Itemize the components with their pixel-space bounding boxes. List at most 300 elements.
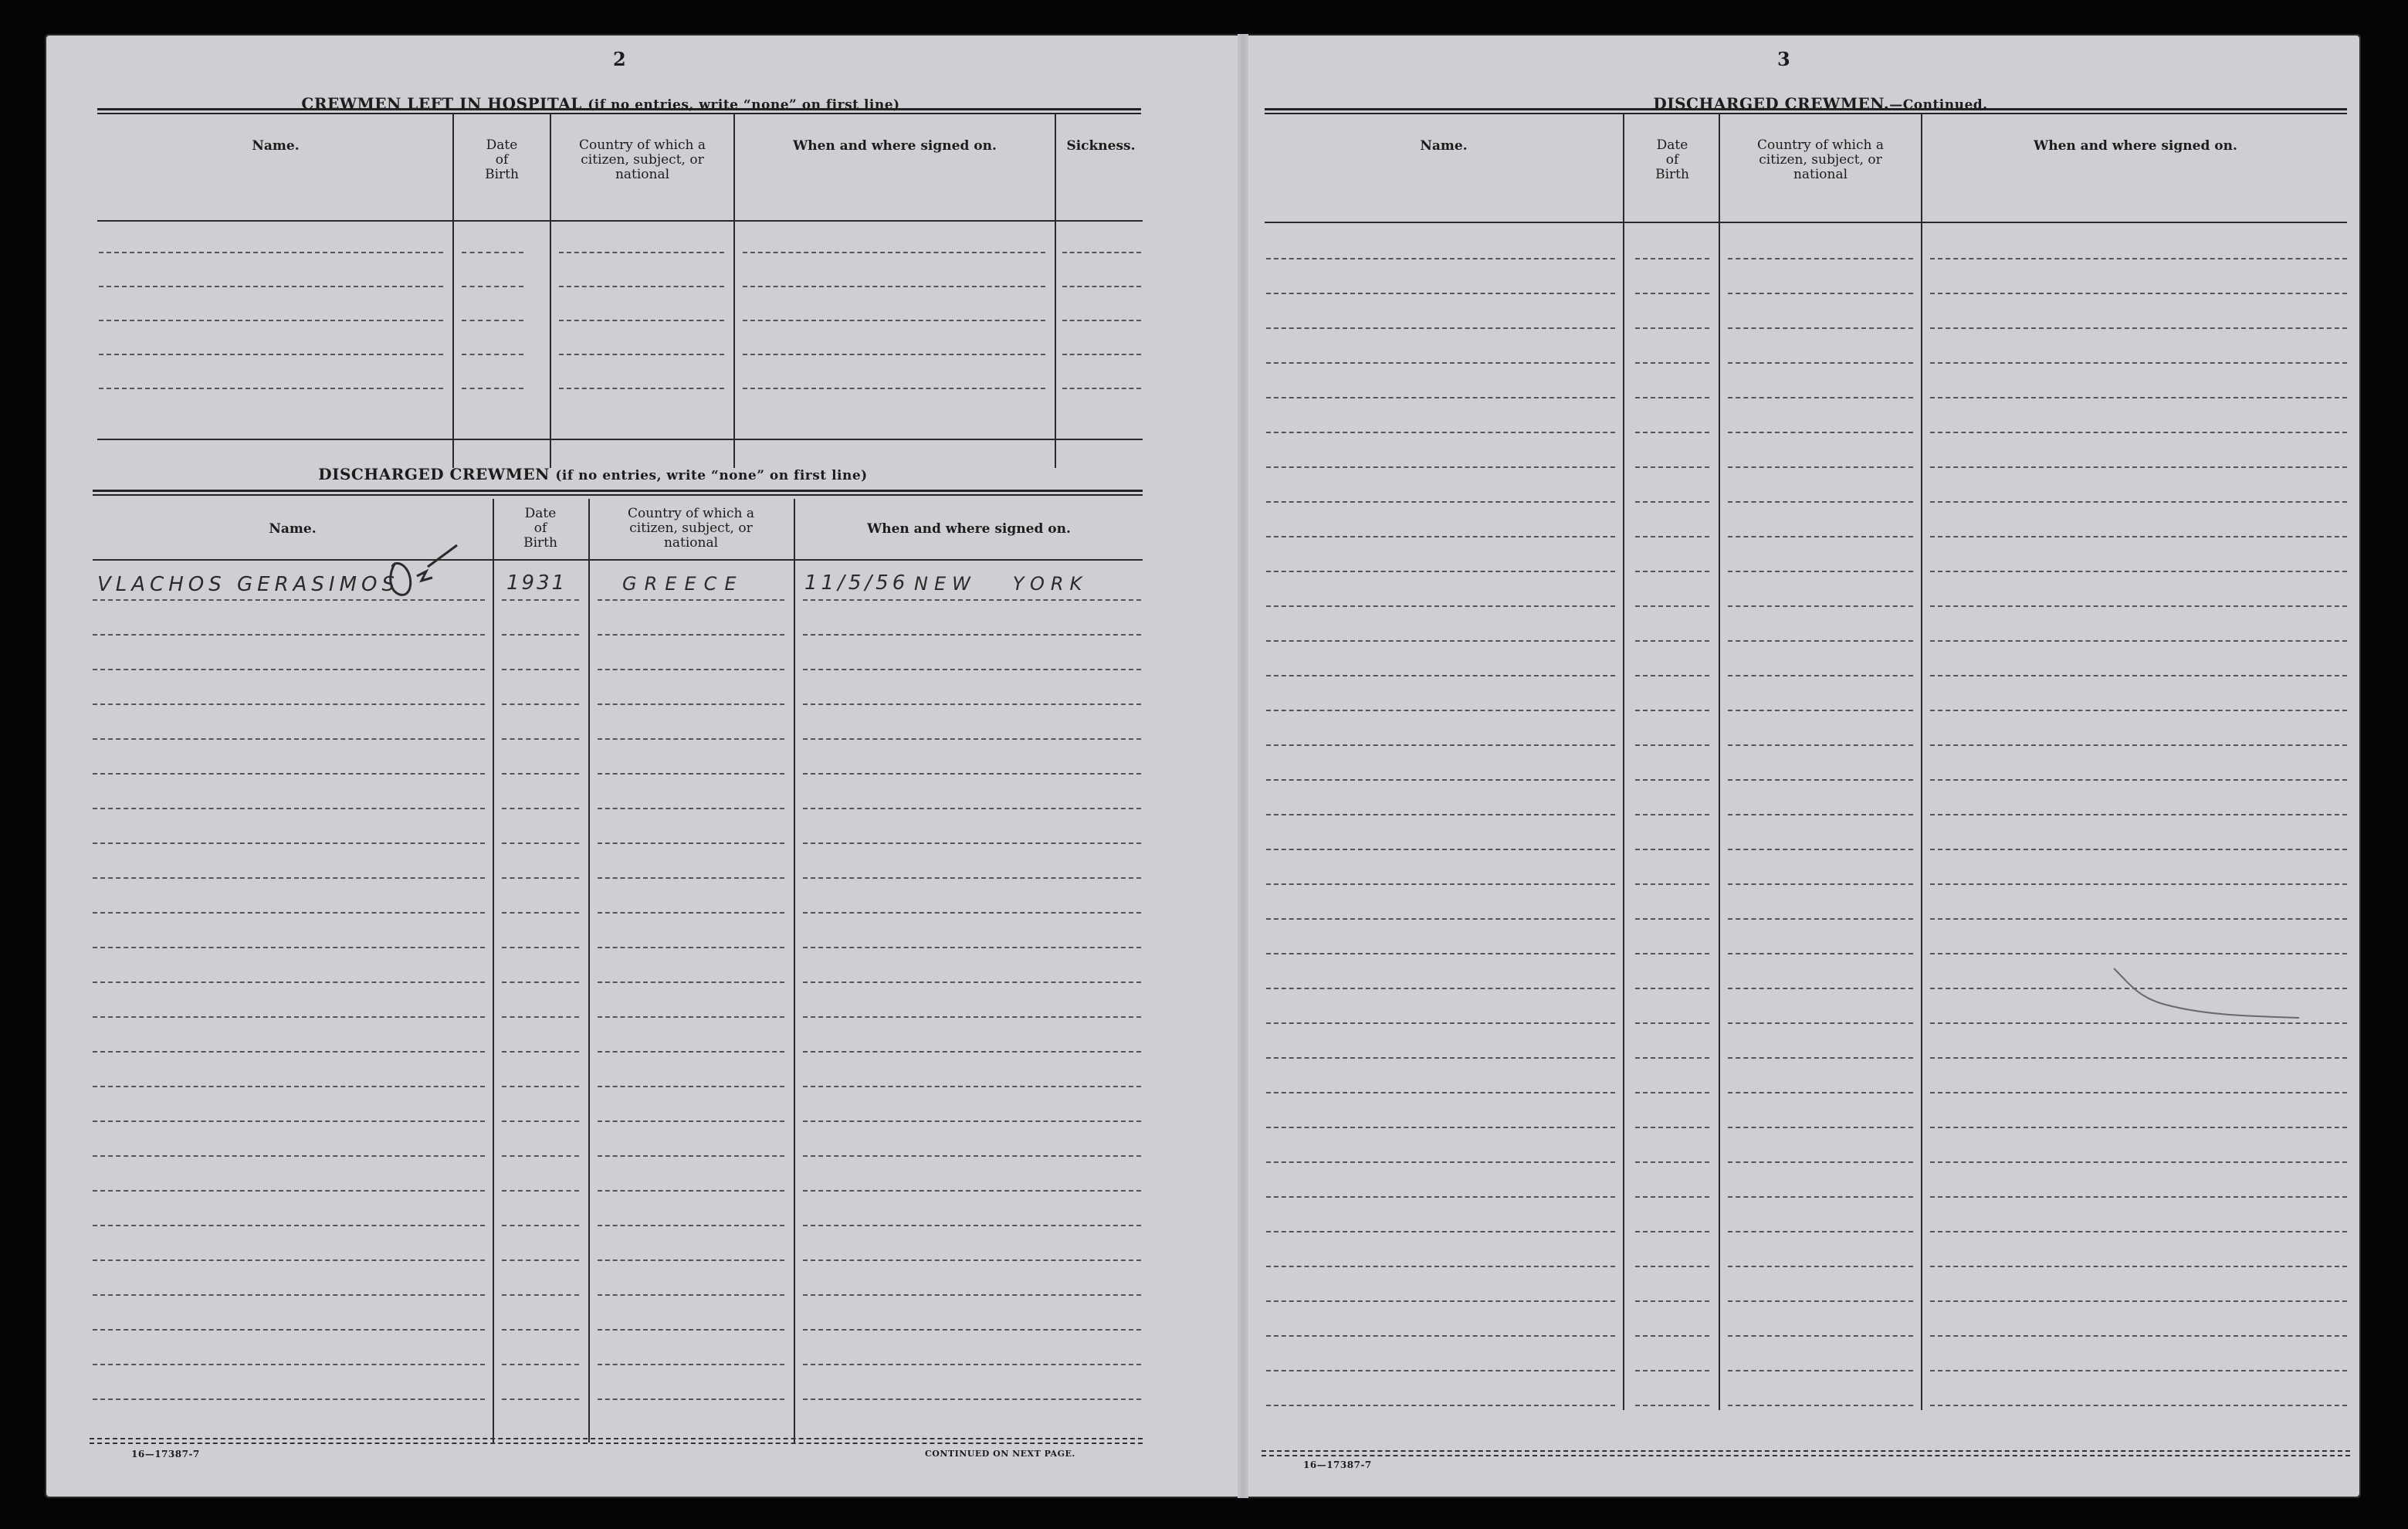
ruled-line (93, 1051, 485, 1053)
ruled-line (803, 1051, 1141, 1053)
right-col-divider (1719, 113, 1720, 1410)
right-section-title: DISCHARGED CREWMEN.—Continued. (1653, 94, 1988, 113)
ruled-line (803, 1398, 1141, 1400)
discharged-col-country: Country of which a citizen, subject, or national (628, 506, 754, 551)
ruled-line (99, 252, 443, 253)
ruled-line (1266, 1161, 1615, 1163)
ruled-line (1728, 1161, 1913, 1163)
ruled-line (803, 1225, 1141, 1226)
ruled-line (1635, 432, 1709, 433)
ruled-line (1728, 571, 1913, 572)
discharged-col-divider (588, 499, 590, 1443)
discharged-top-rule (93, 490, 1143, 496)
ruled-line (1266, 1196, 1615, 1198)
ruled-line (1266, 953, 1615, 954)
entry-signed-on-date: 11/5/56 (804, 571, 909, 595)
ruled-line (1635, 1092, 1709, 1093)
ruled-line (598, 842, 784, 844)
ruled-line (598, 981, 784, 983)
ruled-line (1635, 1405, 1709, 1406)
ruled-line (502, 634, 579, 636)
ruled-line (502, 808, 579, 809)
ruled-line (803, 599, 1141, 601)
ruled-line (1728, 675, 1913, 676)
ruled-line (1728, 744, 1913, 746)
hospital-header-rule (97, 220, 1143, 222)
ruled-line (803, 1329, 1141, 1331)
ruled-line (1266, 849, 1615, 850)
ruled-line (99, 286, 443, 287)
ruled-line (502, 981, 579, 983)
ruled-line (1635, 779, 1709, 781)
ruled-line (1728, 1370, 1913, 1371)
ruled-line (1266, 1092, 1615, 1093)
ruled-line (93, 1225, 485, 1226)
ruled-line (1635, 258, 1709, 259)
ruled-line (1930, 675, 2347, 676)
ruled-line (1635, 918, 1709, 920)
hospital-col-divider (733, 113, 735, 468)
ruled-line (502, 877, 579, 879)
ruled-line (99, 320, 443, 321)
ruled-line (1930, 779, 2347, 781)
ruled-line (1728, 293, 1913, 294)
ruled-line (598, 1398, 784, 1400)
ruled-line (1728, 953, 1913, 954)
ruled-line (1728, 466, 1913, 468)
hospital-col-name: Name. (252, 138, 300, 154)
ruled-line (803, 1155, 1141, 1157)
ruled-line (1728, 710, 1913, 711)
ruled-line (502, 1294, 579, 1296)
ruled-line (1930, 744, 2347, 746)
ruled-line (1635, 397, 1709, 398)
ruled-line (1930, 1092, 2347, 1093)
ruled-line (1266, 432, 1615, 433)
ruled-line (803, 669, 1141, 670)
ruled-line (1635, 883, 1709, 885)
ruled-line (1930, 1057, 2347, 1059)
ruled-line (1266, 1231, 1615, 1232)
ruled-line (559, 354, 724, 355)
ruled-line (93, 1155, 485, 1157)
ruled-line (1930, 1370, 2347, 1371)
ruled-line (803, 947, 1141, 948)
manifest-sheet (45, 34, 2361, 1498)
ruled-line (1266, 1266, 1615, 1267)
ruled-line (1728, 883, 1913, 885)
ruled-line (502, 1051, 579, 1053)
left-form-number: 16—17387-7 (131, 1449, 200, 1460)
ruled-line (93, 1016, 485, 1018)
ruled-line (598, 669, 784, 670)
ruled-line (1266, 814, 1615, 815)
ruled-line (502, 773, 579, 775)
ruled-line (1635, 293, 1709, 294)
ruled-line (1635, 1196, 1709, 1198)
ruled-line (559, 320, 724, 321)
ruled-line (1728, 432, 1913, 433)
ruled-line (1728, 1266, 1913, 1267)
ruled-line (1635, 362, 1709, 364)
ruled-line (1728, 1405, 1913, 1406)
ruled-line (1728, 1196, 1913, 1198)
ruled-line (598, 1051, 784, 1053)
entry-country: GREECE (622, 573, 744, 595)
ruled-line (1930, 293, 2347, 294)
ruled-line (743, 388, 1045, 389)
ruled-line (502, 1120, 579, 1122)
ruled-line (803, 634, 1141, 636)
ruled-line (502, 599, 579, 601)
ruled-line (93, 912, 485, 914)
ruled-line (93, 877, 485, 879)
ruled-line (1930, 1266, 2347, 1267)
ruled-line (803, 808, 1141, 809)
ruled-line (93, 703, 485, 705)
ruled-line (1728, 1335, 1913, 1337)
ruled-line (1728, 1022, 1913, 1024)
ruled-line (1635, 849, 1709, 850)
ruled-line (502, 738, 579, 740)
ruled-line (502, 947, 579, 948)
ruled-line (598, 1225, 784, 1226)
ruled-line (598, 634, 784, 636)
ruled-line (502, 669, 579, 670)
discharged-col-divider (794, 499, 795, 1443)
ruled-line (1635, 571, 1709, 572)
ruled-line (93, 1364, 485, 1365)
hospital-col-signed-on: When and where signed on. (793, 138, 997, 154)
right-header-rule (1265, 222, 2347, 223)
ruled-line (1062, 286, 1141, 287)
right-col-dob: Date of Birth (1655, 137, 1689, 182)
ruled-line (462, 286, 523, 287)
ruled-line (93, 1190, 485, 1192)
ruled-line (1728, 1092, 1913, 1093)
ruled-line (803, 703, 1141, 705)
ruled-line (1728, 1300, 1913, 1302)
ruled-line (1062, 252, 1141, 253)
discharged-bottom-rule (90, 1438, 1143, 1444)
ruled-line (1266, 640, 1615, 642)
ruled-line (1635, 1300, 1709, 1302)
ruled-line (598, 1329, 784, 1331)
ruled-line (1728, 536, 1913, 537)
right-top-rule (1265, 108, 2347, 114)
ruled-line (598, 1364, 784, 1365)
ruled-line (1930, 466, 2347, 468)
discharged-section-title: DISCHARGED CREWMEN (if no entries, write “none” on first line) (318, 465, 868, 483)
right-col-divider (1623, 113, 1624, 1410)
right-col-signed-on: When and where signed on. (2034, 138, 2237, 154)
ruled-line (1266, 1127, 1615, 1128)
discharged-col-divider (493, 499, 494, 1443)
ruled-line (1930, 432, 2347, 433)
ruled-line (93, 1294, 485, 1296)
ruled-line (99, 388, 443, 389)
ruled-line (598, 1190, 784, 1192)
ruled-line (1930, 258, 2347, 259)
ruled-line (93, 773, 485, 775)
ruled-line (1728, 1057, 1913, 1059)
entry-name: VLACHOS GERASIMOS (97, 573, 399, 596)
ruled-line (502, 912, 579, 914)
ruled-line (93, 981, 485, 983)
ruled-line (1728, 988, 1913, 989)
ruled-line (1635, 710, 1709, 711)
ruled-line (1635, 1370, 1709, 1371)
ruled-line (1728, 1231, 1913, 1232)
ruled-line (502, 1225, 579, 1226)
ruled-line (1728, 605, 1913, 607)
ruled-line (502, 842, 579, 844)
ruled-line (1635, 501, 1709, 503)
ruled-line (93, 1329, 485, 1331)
ruled-line (1930, 710, 2347, 711)
hospital-col-divider (1055, 113, 1056, 468)
ruled-line (598, 1259, 784, 1261)
hospital-section-title: CREWMEN LEFT IN HOSPITAL (if no entries, write “none” on first line) (301, 94, 900, 113)
hospital-top-rule (97, 108, 1141, 114)
ruled-line (598, 877, 784, 879)
ruled-line (1728, 1127, 1913, 1128)
ruled-line (1635, 1022, 1709, 1024)
ruled-line (1266, 501, 1615, 503)
ruled-line (1635, 814, 1709, 815)
ruled-line (1635, 536, 1709, 537)
ruled-line (1266, 571, 1615, 572)
ruled-line (462, 354, 523, 355)
ruled-line (1930, 1161, 2347, 1163)
continued-note: CONTINUED ON NEXT PAGE. (925, 1449, 1075, 1459)
ruled-line (598, 1120, 784, 1122)
ruled-line (1930, 1405, 2347, 1406)
ruled-line (598, 1155, 784, 1157)
ruled-line (1728, 814, 1913, 815)
ruled-line (803, 1086, 1141, 1087)
ruled-line (743, 354, 1045, 355)
ruled-line (803, 1364, 1141, 1365)
ruled-line (1930, 953, 2347, 954)
ruled-line (1266, 1300, 1615, 1302)
ruled-line (1635, 1161, 1709, 1163)
ruled-line (1266, 536, 1615, 537)
ruled-line (1635, 1266, 1709, 1267)
ruled-line (93, 738, 485, 740)
ruled-line (502, 703, 579, 705)
ruled-line (598, 1086, 784, 1087)
ruled-line (1930, 1300, 2347, 1302)
ruled-line (1930, 849, 2347, 850)
ruled-line (803, 842, 1141, 844)
ruled-line (1635, 988, 1709, 989)
ruled-line (1728, 397, 1913, 398)
ruled-line (1930, 327, 2347, 329)
ruled-line (1266, 779, 1615, 781)
stray-pen-mark (2068, 961, 2315, 1053)
ruled-line (743, 252, 1045, 253)
ruled-line (598, 738, 784, 740)
ruled-line (1728, 258, 1913, 259)
ruled-line (1266, 744, 1615, 746)
right-bottom-rule (1262, 1450, 2350, 1456)
ruled-line (1728, 327, 1913, 329)
ruled-line (1635, 953, 1709, 954)
ruled-line (1635, 640, 1709, 642)
ruled-line (1266, 1057, 1615, 1059)
ruled-line (1266, 710, 1615, 711)
ruled-line (1266, 1335, 1615, 1337)
page-spine (1238, 34, 1248, 1498)
ruled-line (93, 1120, 485, 1122)
ruled-line (93, 947, 485, 948)
ruled-line (1930, 1231, 2347, 1232)
ruled-line (1728, 779, 1913, 781)
ruled-line (598, 703, 784, 705)
ruled-line (1266, 1370, 1615, 1371)
ruled-line (1930, 536, 2347, 537)
ruled-line (1266, 258, 1615, 259)
right-page-number: 3 (1777, 48, 1790, 70)
entry-date-of-birth: 1931 (506, 571, 567, 595)
ruled-line (1266, 988, 1615, 989)
ruled-line (1266, 362, 1615, 364)
ruled-line (1930, 605, 2347, 607)
ruled-line (1930, 1127, 2347, 1128)
ruled-line (502, 1398, 579, 1400)
ruled-line (1930, 501, 2347, 503)
ruled-line (462, 388, 523, 389)
ruled-line (1930, 883, 2347, 885)
ruled-line (803, 1190, 1141, 1192)
ruled-line (803, 912, 1141, 914)
right-col-country: Country of which a citizen, subject, or national (1757, 137, 1884, 182)
discharged-col-dob: Date of Birth (523, 506, 557, 551)
ruled-line (502, 1329, 579, 1331)
discharged-col-signed-on: When and where signed on. (867, 521, 1071, 537)
ruled-line (93, 808, 485, 809)
ruled-line (598, 1294, 784, 1296)
ruled-line (1266, 675, 1615, 676)
ruled-line (803, 1120, 1141, 1122)
ruled-line (598, 912, 784, 914)
ruled-line (502, 1364, 579, 1365)
ruled-line (598, 808, 784, 809)
hospital-bottom-rule (97, 439, 1143, 440)
ruled-line (1266, 293, 1615, 294)
ruled-line (462, 252, 523, 253)
ruled-line (502, 1016, 579, 1018)
ruled-line (1930, 918, 2347, 920)
ruled-line (598, 599, 784, 601)
ruled-line (803, 773, 1141, 775)
ruled-line (1635, 466, 1709, 468)
ruled-line (462, 320, 523, 321)
ruled-line (1266, 466, 1615, 468)
ruled-line (1266, 397, 1615, 398)
hospital-col-dob: Date of Birth (485, 137, 519, 182)
ruled-line (93, 634, 485, 636)
ruled-line (502, 1259, 579, 1261)
ruled-line (1266, 883, 1615, 885)
ruled-line (803, 1259, 1141, 1261)
ruled-line (1728, 849, 1913, 850)
ruled-line (803, 738, 1141, 740)
ruled-line (93, 842, 485, 844)
left-page-number: 2 (613, 48, 626, 70)
ruled-line (1635, 605, 1709, 607)
hospital-col-divider (550, 113, 551, 468)
hospital-col-divider (452, 113, 454, 468)
discharged-col-name: Name. (269, 521, 317, 537)
ruled-line (1266, 327, 1615, 329)
ruled-line (1635, 327, 1709, 329)
ruled-line (1930, 640, 2347, 642)
ruled-line (1635, 1057, 1709, 1059)
hospital-col-sickness: Sickness. (1066, 138, 1136, 154)
ruled-line (598, 947, 784, 948)
ruled-line (559, 388, 724, 389)
right-col-divider (1921, 113, 1922, 1410)
ruled-line (1728, 640, 1913, 642)
ruled-line (1266, 1022, 1615, 1024)
ruled-line (1930, 397, 2347, 398)
ruled-line (598, 773, 784, 775)
discharged-header-rule (93, 559, 1143, 561)
ruled-line (1930, 1335, 2347, 1337)
right-col-name: Name. (1420, 138, 1468, 154)
ruled-line (803, 1294, 1141, 1296)
ruled-line (1635, 744, 1709, 746)
ruled-line (1635, 1335, 1709, 1337)
ruled-line (598, 1016, 784, 1018)
ruled-line (1635, 1231, 1709, 1232)
ruled-line (93, 1398, 485, 1400)
entry-signed-on-place: NEW YORK (914, 573, 1089, 595)
ruled-line (1728, 918, 1913, 920)
ruled-line (1062, 388, 1141, 389)
ruled-line (502, 1190, 579, 1192)
ruled-line (1635, 675, 1709, 676)
ruled-line (1266, 605, 1615, 607)
ruled-line (502, 1155, 579, 1157)
ruled-line (559, 286, 724, 287)
ruled-line (559, 252, 724, 253)
ruled-line (1930, 571, 2347, 572)
ruled-line (93, 1086, 485, 1087)
ruled-line (1266, 918, 1615, 920)
ruled-line (1930, 362, 2347, 364)
ruled-line (1728, 362, 1913, 364)
ruled-line (743, 320, 1045, 321)
ruled-line (1728, 501, 1913, 503)
ruled-line (99, 354, 443, 355)
hospital-col-country: Country of which a citizen, subject, or national (579, 137, 706, 182)
ruled-line (1930, 814, 2347, 815)
ruled-line (803, 981, 1141, 983)
hospital-section-instruction: (if no entries, write “none” on first line) (588, 97, 900, 113)
initials-mark-icon (381, 536, 466, 605)
ruled-line (803, 877, 1141, 879)
ruled-line (1930, 1196, 2347, 1198)
ruled-line (1062, 354, 1141, 355)
ruled-line (1266, 1405, 1615, 1406)
ruled-line (1062, 320, 1141, 321)
ruled-line (93, 1259, 485, 1261)
ruled-line (1635, 1127, 1709, 1128)
ruled-line (803, 1016, 1141, 1018)
